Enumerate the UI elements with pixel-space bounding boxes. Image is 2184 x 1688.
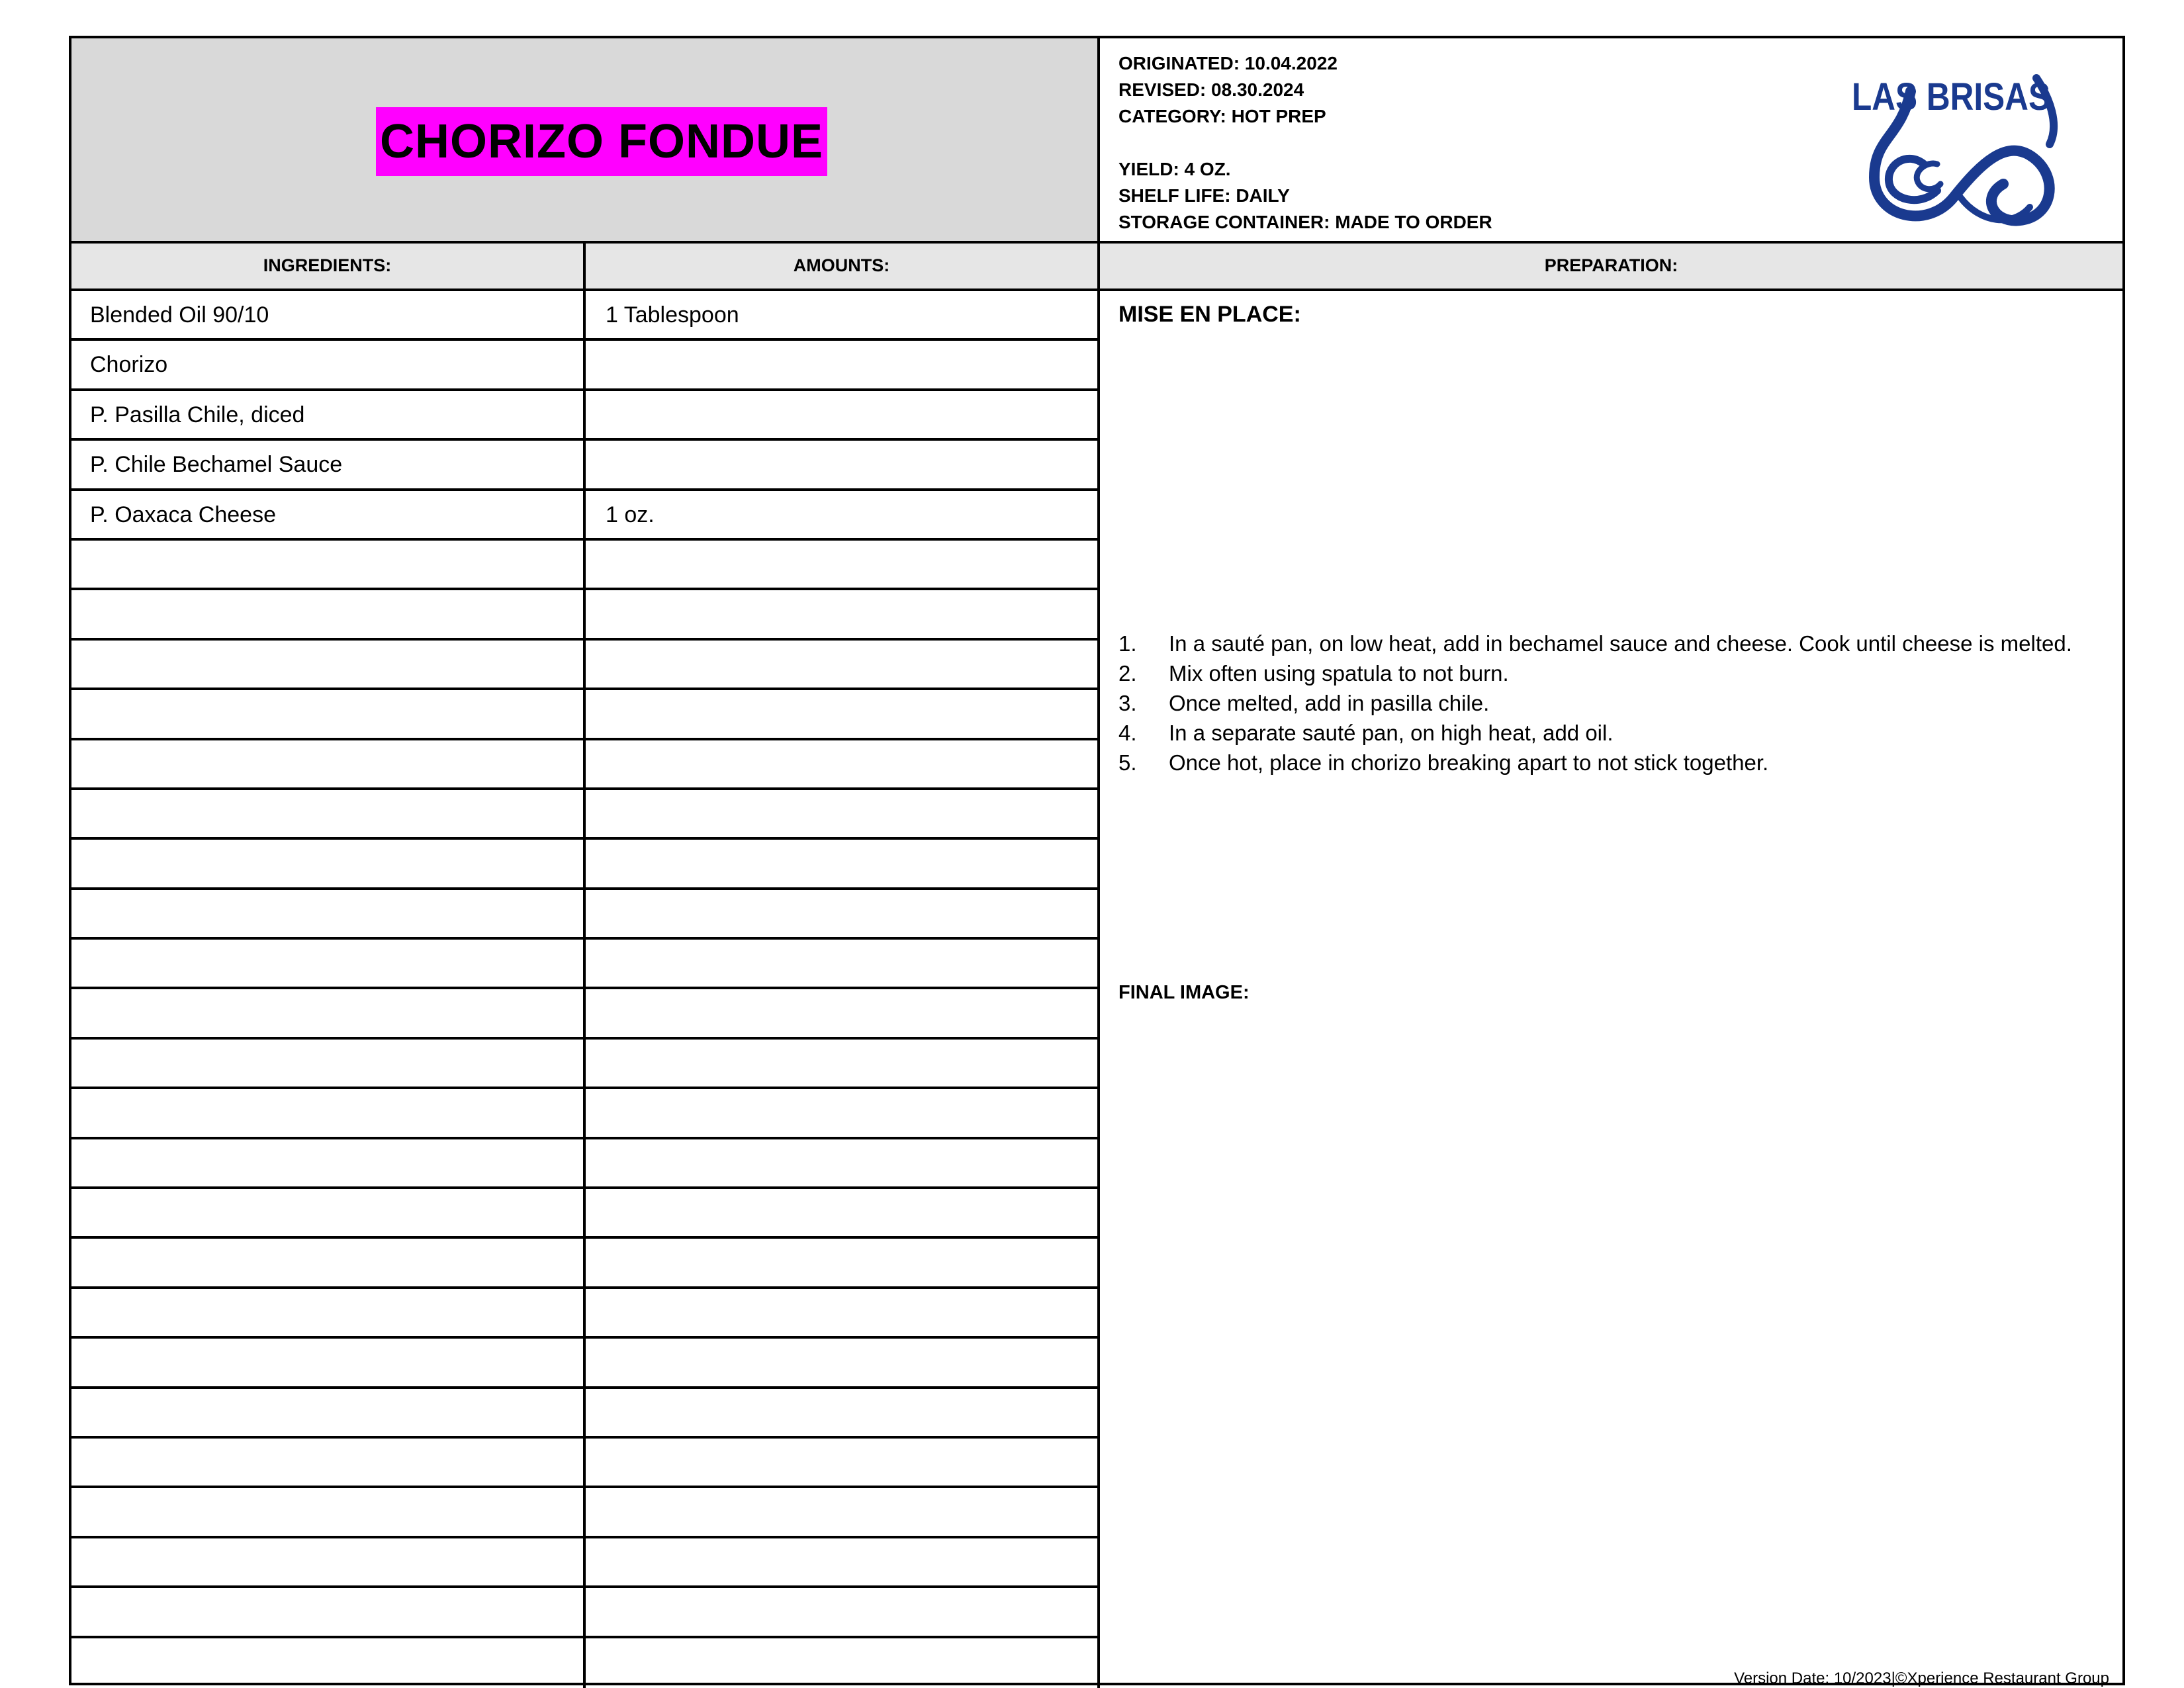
ingredient-amount: 1 oz.	[586, 491, 1100, 538]
ingredient-name	[71, 1289, 586, 1336]
table-row	[71, 1189, 1100, 1239]
revised-date: REVISED: 08.30.2024	[1118, 79, 1304, 100]
table-row	[71, 890, 1100, 940]
ingredient-name	[71, 790, 586, 837]
info-box	[1100, 38, 2122, 244]
list-item	[1118, 688, 2072, 718]
ingredient-name	[71, 1339, 586, 1386]
table-row	[71, 840, 1100, 889]
ingredient-name	[71, 1389, 586, 1436]
ingredient-amount	[586, 1389, 1100, 1436]
version-footer: Version Date: 10/2023|©Xperience Restaurant Group	[1734, 1669, 2109, 1687]
table-row	[71, 1089, 1100, 1139]
step-number: 4.	[1118, 721, 1137, 745]
storage-container: STORAGE CONTAINER: MADE TO ORDER	[1118, 212, 1492, 232]
step-number: 1.	[1118, 631, 1137, 656]
ingredient-amount	[586, 590, 1100, 637]
ingredient-amount: 1 Tablespoon	[586, 291, 1100, 338]
ingredient-name: Blended Oil 90/10	[71, 291, 586, 338]
ingredient-amount	[586, 1488, 1100, 1535]
table-row	[71, 1289, 1100, 1339]
preparation-section	[1100, 291, 2122, 1685]
ingredient-name: Chorizo	[71, 341, 586, 388]
ingredient-amount	[586, 1189, 1100, 1236]
ingredient-amount	[586, 940, 1100, 987]
table-row	[71, 1389, 1100, 1439]
preparation-steps	[1118, 629, 2072, 777]
ingredient-amount	[586, 1339, 1100, 1386]
step-number: 2.	[1118, 661, 1137, 686]
ingredient-amount	[586, 790, 1100, 837]
recipe-title: CHORIZO FONDUE	[376, 107, 827, 176]
table-row	[71, 391, 1100, 441]
ingredient-amount	[586, 1089, 1100, 1136]
table-row	[71, 341, 1100, 390]
ingredient-name	[71, 740, 586, 787]
ingredient-name	[71, 1588, 586, 1635]
ingredient-name	[71, 1538, 586, 1585]
amounts-header: AMOUNTS:	[586, 244, 1100, 291]
table-row	[71, 790, 1100, 840]
ingredient-name	[71, 541, 586, 588]
ingredient-name	[71, 1239, 586, 1286]
step-text: Mix often using spatula to not burn.	[1169, 661, 1509, 686]
step-text: Once hot, place in chorizo breaking apart to not stick together.	[1169, 750, 1769, 775]
table-row	[71, 1488, 1100, 1538]
table-row	[71, 690, 1100, 740]
ingredient-name: P. Chile Bechamel Sauce	[71, 441, 586, 488]
ingredients-header: INGREDIENTS:	[71, 244, 586, 291]
step-text: In a separate sauté pan, on high heat, add oil.	[1169, 721, 1614, 745]
ingredient-amount	[586, 740, 1100, 787]
ingredient-name	[71, 940, 586, 987]
ingredient-amount	[586, 890, 1100, 937]
ingredient-name	[71, 590, 586, 637]
table-row	[71, 989, 1100, 1039]
table-row	[71, 1339, 1100, 1388]
ingredient-name: P. Oaxaca Cheese	[71, 491, 586, 538]
ingredient-name	[71, 1189, 586, 1236]
title-box	[71, 38, 1100, 244]
ingredient-amount	[586, 341, 1100, 388]
ingredient-amount	[586, 1538, 1100, 1585]
ingredient-name	[71, 1139, 586, 1186]
ingredient-amount	[586, 391, 1100, 438]
table-row	[71, 291, 1100, 341]
table-row	[71, 1239, 1100, 1288]
originated-date: ORIGINATED: 10.04.2022	[1118, 53, 1338, 73]
ingredient-name	[71, 1089, 586, 1136]
table-row	[71, 590, 1100, 640]
mise-en-place-label: MISE EN PLACE:	[1118, 302, 1301, 327]
ingredient-amount	[586, 1139, 1100, 1186]
table-row	[71, 1040, 1100, 1089]
ingredient-name	[71, 690, 586, 737]
preparation-header: PREPARATION:	[1100, 244, 2122, 291]
table-row	[71, 1439, 1100, 1488]
ingredient-amount	[586, 1040, 1100, 1087]
ingredient-amount	[586, 1289, 1100, 1336]
table-row	[71, 1139, 1100, 1189]
ingredient-amount	[586, 641, 1100, 688]
ingredient-amount	[586, 690, 1100, 737]
table-row	[71, 1588, 1100, 1638]
las-brisas-logo	[1848, 65, 2066, 244]
category: CATEGORY: HOT PREP	[1118, 106, 1326, 126]
shelf-life: SHELF LIFE: DAILY	[1118, 185, 1290, 206]
table-row	[71, 1638, 1100, 1688]
table-row	[71, 1538, 1100, 1588]
ingredient-name	[71, 1040, 586, 1087]
table-row	[71, 740, 1100, 790]
ingredient-name	[71, 1488, 586, 1535]
yield: YIELD: 4 OZ.	[1118, 159, 1231, 179]
ingredient-name	[71, 989, 586, 1036]
ingredient-amount	[586, 541, 1100, 588]
list-item	[1118, 718, 2072, 748]
logo-text: LAS BRISAS	[1852, 75, 2050, 118]
ingredient-amount	[586, 1239, 1100, 1286]
recipe-info	[1118, 50, 1492, 236]
list-item	[1118, 629, 2072, 658]
ingredient-amount	[586, 1638, 1100, 1688]
ingredient-name	[71, 840, 586, 887]
step-number: 5.	[1118, 750, 1137, 775]
ingredient-amount	[586, 1439, 1100, 1486]
ingredient-amount	[586, 1588, 1100, 1635]
ingredient-name	[71, 641, 586, 688]
step-text: In a sauté pan, on low heat, add in bechamel sauce and cheese. Cook until cheese is melted.	[1169, 631, 2072, 656]
table-row	[71, 641, 1100, 690]
final-image-label: FINAL IMAGE:	[1118, 982, 1250, 1003]
ingredient-amount	[586, 989, 1100, 1036]
ingredient-amount	[586, 840, 1100, 887]
ingredient-name	[71, 1638, 586, 1688]
list-item	[1118, 748, 2072, 777]
table-row	[71, 491, 1100, 541]
ingredient-amount	[586, 441, 1100, 488]
table-row	[71, 940, 1100, 989]
ingredient-name	[71, 890, 586, 937]
list-item	[1118, 658, 2072, 688]
table-row	[71, 541, 1100, 590]
table-row	[71, 441, 1100, 490]
step-text: Once melted, add in pasilla chile.	[1169, 691, 1490, 715]
ingredient-name	[71, 1439, 586, 1486]
ingredient-name: P. Pasilla Chile, diced	[71, 391, 586, 438]
ingredients-table	[71, 291, 1100, 1688]
recipe-sheet	[69, 36, 2125, 1685]
step-number: 3.	[1118, 691, 1137, 715]
